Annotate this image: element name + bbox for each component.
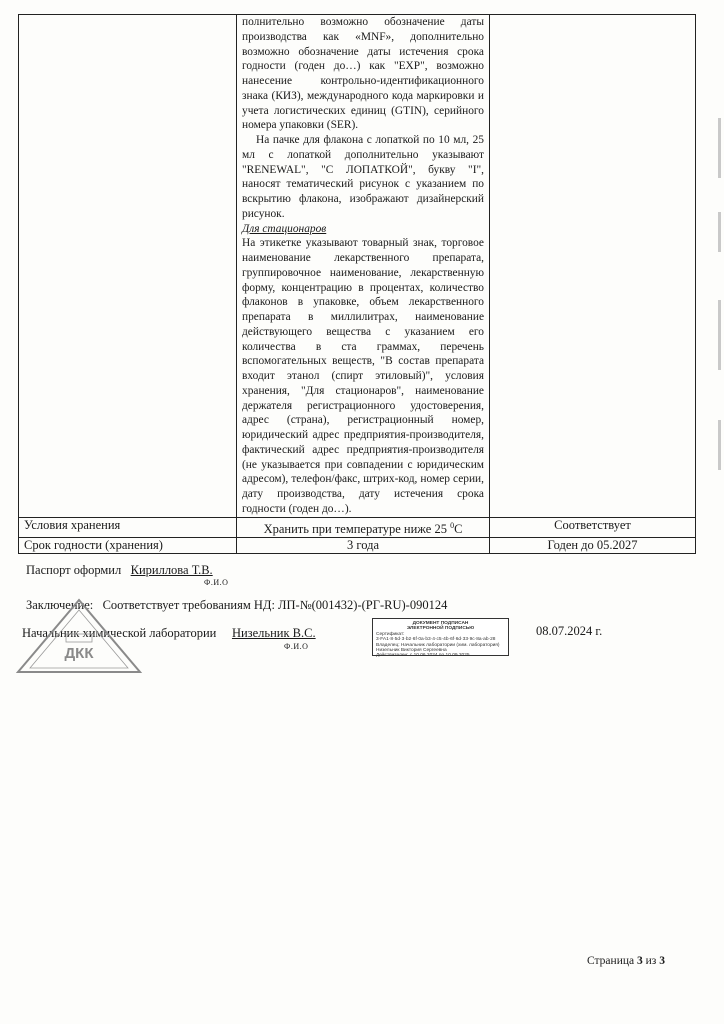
scan-edge-mark xyxy=(718,420,721,470)
storage-requirement xyxy=(237,517,490,537)
storage-requirement-text: Хранить при температуре ниже 25 xyxy=(263,521,451,536)
table-row xyxy=(19,537,696,553)
esig-header-1: ДОКУМЕНТ ПОДПИСАН xyxy=(412,621,469,626)
conclusion-text: Соответствует требованиям НД: ЛП-№(001432)-(РГ-RU)-090124 xyxy=(102,598,448,612)
shelf-life-result: Годен до 05.2027 xyxy=(490,537,696,553)
esig-line-1: Сертификат: 3·FA1·8·5d·3·b2·6f·0a·b3·4·c5·4b·6f·6d·33·9c·8a·ab·28 xyxy=(376,631,496,643)
shelf-life-requirement: 3 года xyxy=(237,537,490,553)
esig-line-4: Действителен: с 10.06.2024 по 10.09.2025 xyxy=(376,653,470,659)
electronic-signature-box xyxy=(372,618,509,659)
page-total: 3 xyxy=(659,955,665,967)
page-current: 3 xyxy=(636,955,643,967)
labeling-paragraph-3: На этикетке указывают товарный знак, торговое наименование лекарственного препарата, группировочное наименование, лекарственную форму, концентрацию в процентах, количество флаконов в упаковке, объем лекарственного препарата в миллилитрах, наименование действующего вещества с указанием его количества в ста граммах, перечень вспомогательных веществ, "В состав препарата входит этанол (спирт этиловый)", условия хранения, "Для стационаров", наименование держателя регистрационного удостоверения, адрес (страна), регистрационный номер, юридический адрес предприятия-производителя, фактический адрес предприятия-производителя (не указывается при совпадении с юридическим адресом), телефон/факс, штрих-код, номер серии, дату производства, дату истечения срока годности (годен до…). xyxy=(242,237,484,515)
storage-result: Соответствует xyxy=(490,517,696,537)
stamp-label: ДКК xyxy=(64,645,94,662)
storage-label: Условия хранения xyxy=(19,517,237,537)
passport-line xyxy=(26,563,213,578)
signature-date: 08.07.2024 г. xyxy=(536,624,603,638)
parameter-cell-empty xyxy=(19,15,237,518)
esig-header-2: ЭЛЕКТРОННОЙ ПОДПИСЬЮ xyxy=(406,626,475,632)
labeling-subheading: Для стационаров xyxy=(242,222,327,235)
labeling-paragraph-1: полнительно возможно обозначение даты производства как «MNF», дополнительно возможно обозначение даты истечения срока годности (годен до…) как "EXP", возможно нанесение контрольно-идентификационного знака (КИЗ), международного кода маркировки и учета логистических единиц (GTIN), серийного номера упаковки (SER). xyxy=(242,16,484,132)
scan-edge-mark xyxy=(718,300,721,370)
labeling-requirements-cell xyxy=(237,15,490,518)
table-row xyxy=(19,15,696,518)
storage-unit: С xyxy=(454,521,463,536)
lab-head-label: Начальник химической лаборатории xyxy=(22,626,217,640)
labeling-paragraph-2: На пачке для флакона с лопаткой по 10 мл, 25 мл с лопаткой дополнительно указывают "RENEWAL", "С ЛОПАТКОЙ", букву "I", наносят тематический рисунок с указанием по вскрытию флакона, изображают дизайнерский рисунок. xyxy=(242,134,484,220)
page-number xyxy=(587,955,665,967)
page-word: Страница xyxy=(587,955,635,967)
table-row xyxy=(19,517,696,537)
lab-head-fio-caption: Ф.И.О xyxy=(284,642,309,651)
passport-label: Паспорт оформил xyxy=(26,563,122,577)
lab-head-name: Низельник В.С. xyxy=(231,626,316,640)
passport-name: Кириллова Т.В. xyxy=(130,563,213,577)
esig-line-3: Низельник Виктория Сергеевна xyxy=(376,648,447,654)
scan-edge-mark xyxy=(718,212,721,252)
conclusion-label: Заключение: xyxy=(26,598,94,612)
degree-sign: 0 xyxy=(450,520,455,530)
spec-table xyxy=(18,14,696,554)
page-of: из xyxy=(645,955,657,967)
esig-line-2: Владелец: Начальник лаборатории (хим. лаборатория) xyxy=(376,642,500,648)
scan-edge-mark xyxy=(718,118,721,178)
shelf-life-label: Срок годности (хранения) xyxy=(19,537,237,553)
result-cell-empty xyxy=(490,15,696,518)
lab-stamp-triangle xyxy=(14,596,144,676)
passport-fio-caption: Ф.И.О xyxy=(204,578,229,587)
